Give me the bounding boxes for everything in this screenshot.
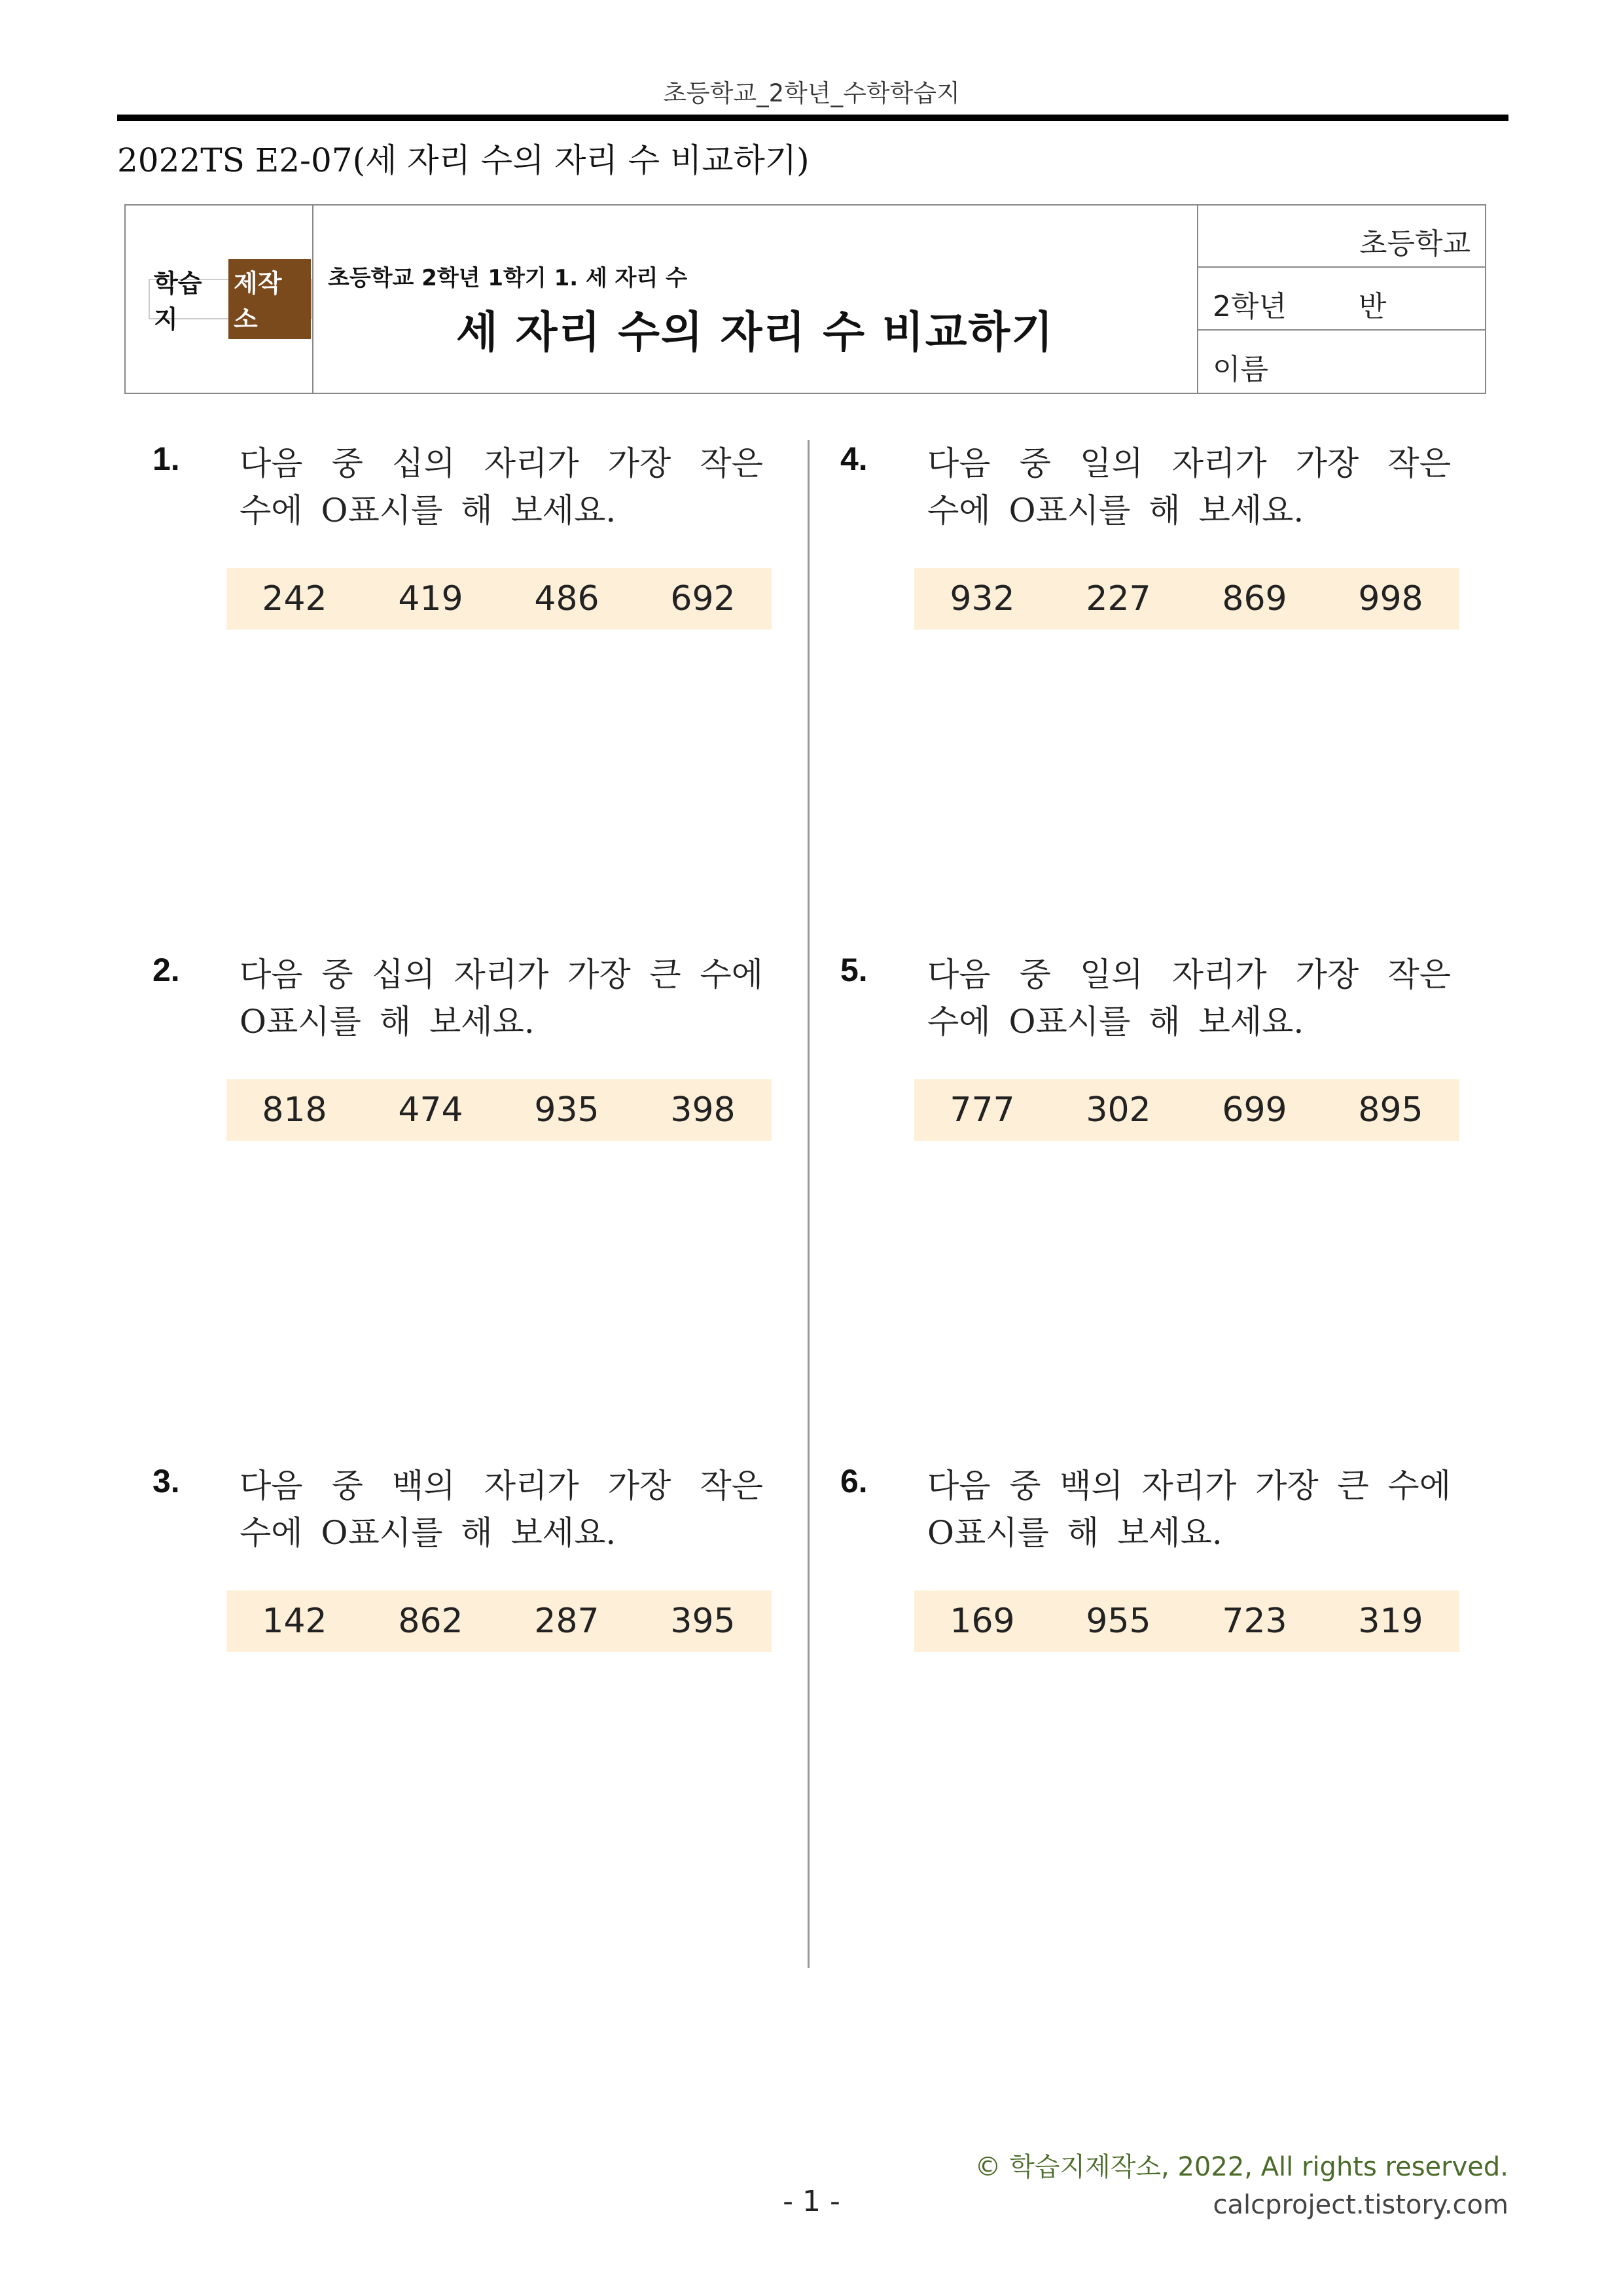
number-choice[interactable]: 302	[1086, 1090, 1151, 1130]
number-choice[interactable]: 287	[534, 1602, 599, 1641]
number-choice[interactable]: 998	[1358, 579, 1423, 619]
problem-text	[927, 1462, 1451, 1556]
number-choice[interactable]: 227	[1086, 579, 1151, 619]
number-choice[interactable]: 818	[262, 1090, 327, 1130]
number-choice[interactable]: 398	[670, 1090, 736, 1130]
problem-text-line2: O표시를 해 보세요.	[927, 1514, 1222, 1552]
problem-text-line2: 수에 O표시를 해 보세요.	[927, 492, 1304, 529]
number-choices	[226, 1079, 772, 1141]
logo-text-part2: 제작소	[228, 259, 311, 339]
number-choices	[914, 1079, 1459, 1141]
worksheet-title: 세 자리 수의 자리 수 비교하기	[456, 307, 1054, 357]
column-divider	[808, 440, 810, 1968]
number-choice[interactable]: 486	[534, 579, 599, 619]
number-choices	[914, 568, 1459, 630]
page-number: - 1 -	[783, 2185, 840, 2218]
class-label: 반	[1359, 290, 1387, 323]
logo-text-part1: 학습지	[154, 269, 202, 334]
problem-number: 4.	[840, 440, 868, 477]
number-choice[interactable]: 932	[950, 579, 1015, 619]
number-choices	[226, 568, 772, 630]
problem-text-line2: 수에 O표시를 해 보세요.	[240, 1514, 616, 1552]
number-choice[interactable]: 395	[670, 1602, 736, 1641]
number-choice[interactable]: 142	[262, 1602, 327, 1641]
problem-text	[240, 440, 763, 534]
student-info	[1198, 206, 1485, 393]
problem-text-line1: 다음 중 일의 자리가 가장 작은	[927, 444, 1451, 482]
problem-text-line1: 다음 중 백의 자리가 가장 큰 수에	[927, 1467, 1451, 1505]
number-choice[interactable]: 955	[1086, 1602, 1151, 1641]
problem-text-line2: 수에 O표시를 해 보세요.	[927, 1003, 1304, 1041]
logo-cell	[126, 206, 313, 393]
number-choice[interactable]: 862	[398, 1602, 463, 1641]
problem-number: 2.	[152, 952, 180, 988]
problem-number: 6.	[840, 1463, 868, 1499]
number-choice[interactable]: 242	[262, 579, 327, 619]
logo	[149, 269, 312, 334]
problem-text-line1: 다음 중 일의 자리가 가장 작은	[927, 956, 1451, 994]
running-header: 초등학교_2학년_수학학습지	[663, 79, 960, 107]
problem-text-line1: 다음 중 십의 자리가 가장 작은	[240, 444, 763, 482]
title-box	[124, 204, 1486, 394]
grade-label: 2학년	[1213, 290, 1287, 323]
name-label: 이름	[1213, 353, 1269, 386]
problem-text-line2: 수에 O표시를 해 보세요.	[240, 492, 616, 529]
number-choice[interactable]: 699	[1222, 1090, 1287, 1130]
problem-text	[240, 951, 763, 1045]
header-rule	[117, 115, 1508, 121]
website-link[interactable]: calcproject.tistory.com	[1213, 2190, 1508, 2220]
problem-number: 1.	[152, 440, 180, 477]
school-label: 초등학교	[1359, 227, 1471, 260]
copyright-text: © 학습지제작소, 2022, All rights reserved.	[974, 2152, 1508, 2182]
document-code: 2022TS E2-07(세 자리 수의 자리 수 비교하기)	[117, 141, 810, 179]
problem-text-line2: O표시를 해 보세요.	[240, 1003, 535, 1041]
number-choice[interactable]: 419	[398, 579, 463, 619]
number-choice[interactable]: 895	[1358, 1090, 1423, 1130]
number-choices	[226, 1590, 772, 1652]
number-choice[interactable]: 777	[950, 1090, 1015, 1130]
number-choice[interactable]: 474	[398, 1090, 463, 1130]
title-cell	[313, 206, 1198, 393]
number-choice[interactable]: 169	[950, 1602, 1015, 1641]
problem-number: 3.	[152, 1463, 180, 1499]
problem-text	[927, 440, 1451, 534]
problem-text	[927, 951, 1451, 1045]
name-row	[1198, 331, 1485, 393]
number-choice[interactable]: 935	[534, 1090, 599, 1130]
school-row	[1198, 206, 1485, 268]
problem-text-line1: 다음 중 백의 자리가 가장 작은	[240, 1467, 763, 1505]
number-choice[interactable]: 869	[1222, 579, 1287, 619]
grade-class-row	[1198, 268, 1485, 331]
number-choice[interactable]: 692	[670, 579, 736, 619]
problem-text	[240, 1462, 763, 1556]
number-choices	[914, 1590, 1459, 1652]
problem-number: 5.	[840, 952, 868, 988]
course-line: 초등학교 2학년 1학기 1. 세 자리 수	[328, 265, 688, 291]
number-choice[interactable]: 319	[1358, 1602, 1423, 1641]
number-choice[interactable]: 723	[1222, 1602, 1287, 1641]
problem-text-line1: 다음 중 십의 자리가 가장 큰 수에	[240, 956, 763, 994]
